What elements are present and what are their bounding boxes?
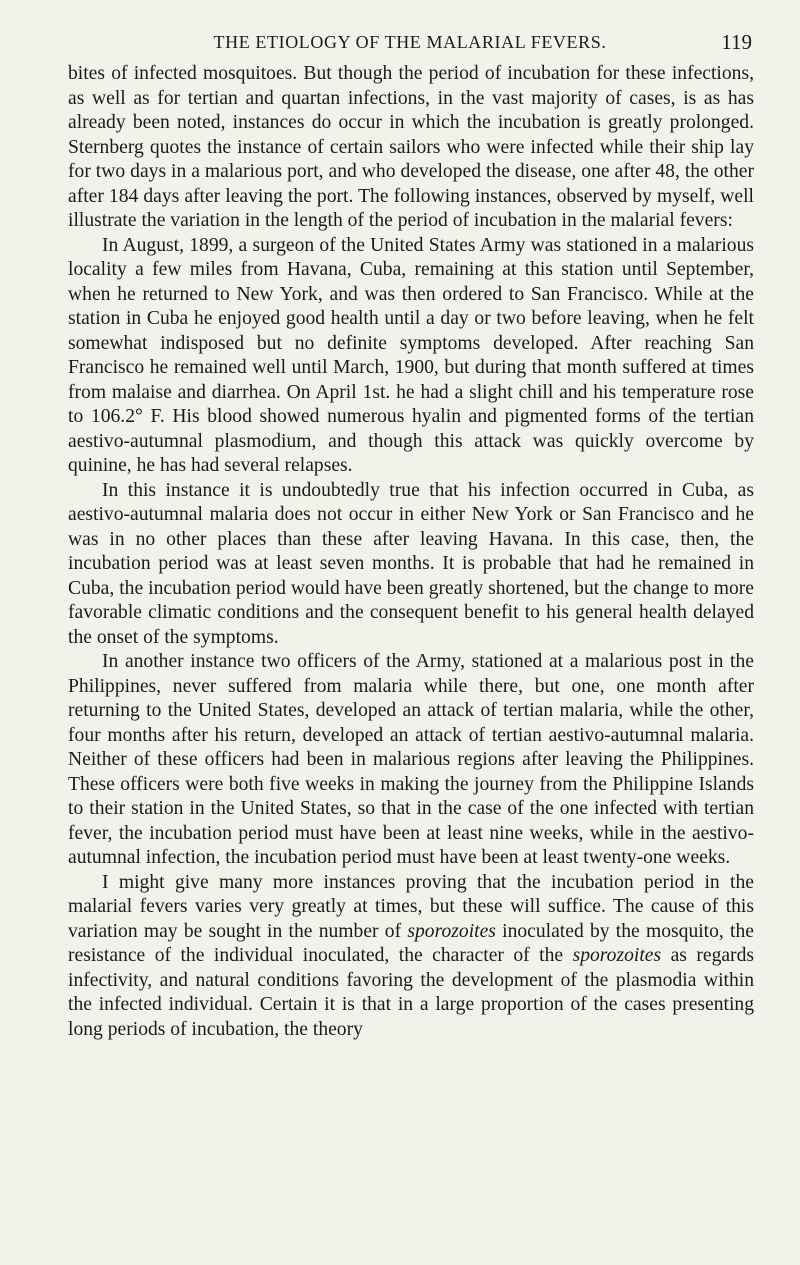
running-head bbox=[68, 31, 752, 55]
italic-term: sporozoites bbox=[572, 945, 662, 966]
italic-term: sporozoites bbox=[407, 920, 496, 942]
paragraph-havana-case: In August, 1899, a surgeon of the United States Army was stationed in a malarious locality a few miles from Havana, Cuba, remaining at this station until September, when he returned to New York, and was then ordered to San Francisco. While at the station in Cuba he enjoyed good health until a day or two before leaving, when he felt somewhat indisposed but no definite symptoms developed. After reaching San Francisco he remained well until March, 1900, but during that month suffered at times from malaise and diarrhea. On April 1st. he had a slight chill and his temperature rose to 106.2° F. His blood showed numerous hyalin and pigmented forms of the tertian aestivo-autumnal plasmodium, and though this attack was quickly overcome by quinine, he has had several relapses. bbox=[68, 234, 754, 476]
page-number: 119 bbox=[721, 30, 752, 54]
running-title: THE ETIOLOGY OF THE MALARIAL FEVERS. bbox=[213, 32, 607, 52]
paragraph-variation-causes bbox=[68, 871, 754, 1043]
paragraph-cuba-analysis: In this instance it is undoubtedly true that his infection occurred in Cuba, as aestivo-autumnal malaria does not occur in either New York or San Francisco and he was in no other places than these after leaving Havana. In this case, then, the incubation period was at least seven months. It is probable that had he remained in Cuba, the incubation period would have been greatly shortened, but the change to more favorable climatic conditions and the consequent benefit to his general health delayed the onset of the symptoms. bbox=[68, 479, 754, 648]
paragraph-continuation: bites of infected mosquitoes. But though the period of incubation for these infections, as well as for tertian and quartan infections, in the vast majority of cases, is as has already been noted, instances do occur in which the incubation is greatly prolonged. Sternberg quotes the instance of certain sailors who were infected while their ship lay for two days in a malarious port, and who developed the disease, one after 48, the other after 184 days after leaving the port. The following instances, observed by myself, well illustrate the variation in the length of the period of incubation in the malarial fevers: bbox=[68, 63, 754, 231]
text-run: as regards infectivity, and natural conditions favoring the development of the plasmodia within the infected individual. Certain it is that in a large proportion of the cases presenting long periods of incubation, the theory bbox=[68, 945, 755, 1040]
paragraph-philippines-case: In another instance two officers of the Army, stationed at a malarious post in the Philippines, never suffered from malaria while there, but one, one month after returning to the United States, developed an attack of tertian malaria, while the other, four months after his return, developed an attack of tertian aestivo-autumnal malaria. Neither of these officers had been in malarious regions after leaving the Philippines. These officers were both five weeks in making the journey from the Philippine Islands to their station in the United States, so that in the case of the one infected with tertian fever, the incubation period must have been at least nine weeks, while in the aestivo-autumnal infection, the incubation period must have been at least twenty-one weeks. bbox=[68, 651, 754, 868]
text-run: inoculated by the mosquito, the resistance of the individual inoculated, the character of the bbox=[68, 920, 754, 966]
text-run: I might give many more instances proving that the incubation period in the malarial fevers varies very greatly at times, but these will suffice. The cause of this variation may be sought in the number of bbox=[68, 871, 754, 942]
body-text bbox=[68, 62, 754, 1042]
